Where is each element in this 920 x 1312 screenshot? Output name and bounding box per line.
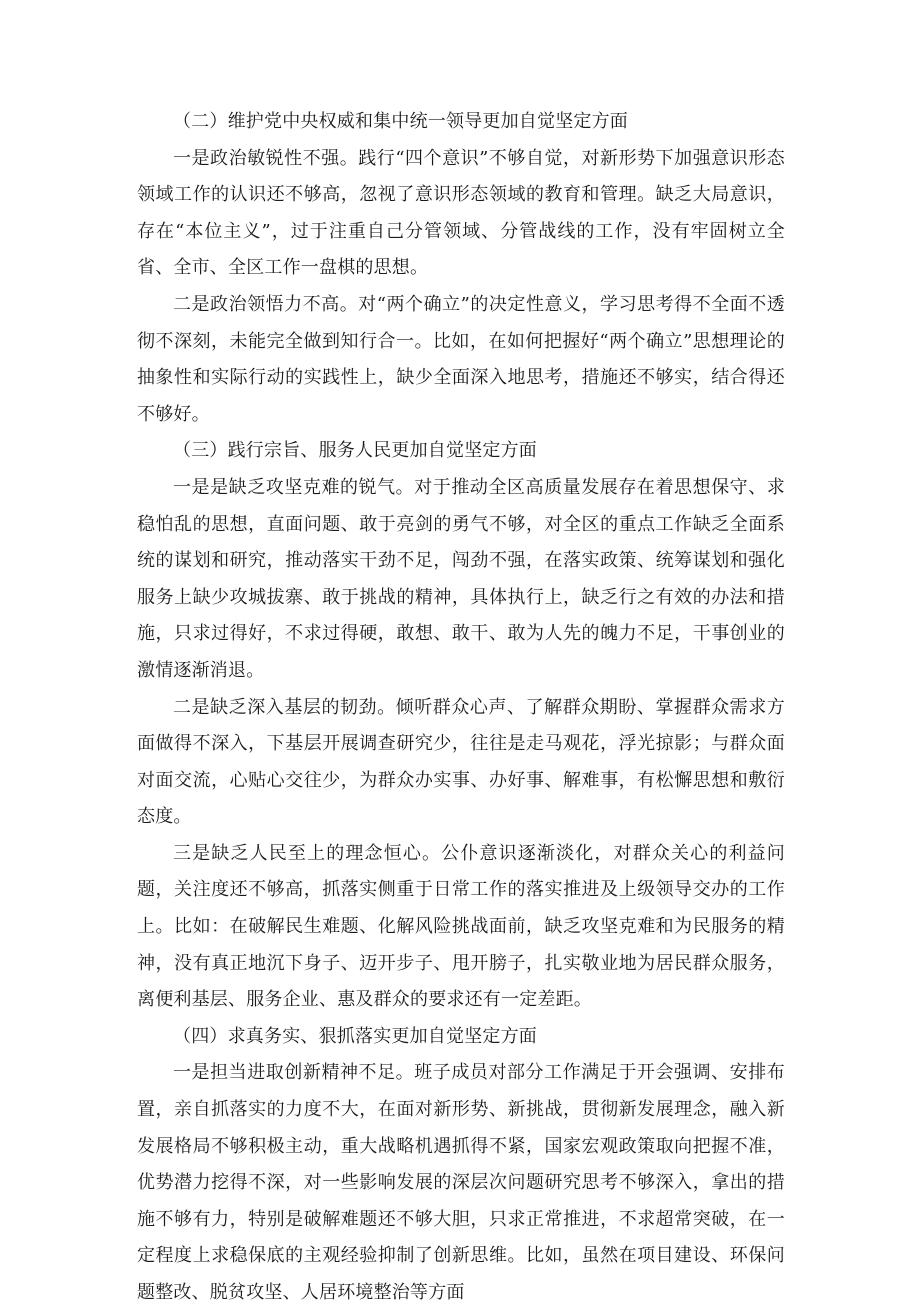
- section-4: [137, 1019, 785, 1312]
- paragraph: 一是政治敏锐性不强。践行“四个意识”不够自觉，对新形势下加强意识形态领域工作的认识还不够高，忽视了意识形态领域的教育和管理。缺乏大局意识，存在“本位主义”，过于注重自己分管领域、分管战线的工作，没有牢固树立全省、全市、全区工作一盘棋的思想。: [137, 147, 785, 279]
- section-heading: （二）维护党中央权威和集中统一领导更加自觉坚定方面: [173, 111, 628, 132]
- paragraph: 二是政治领悟力不高。对“两个确立”的决定性意义，学习思考得不全面不透彻不深刻，未能完全做到知行合一。比如，在如何把握好“两个确立”思想理论的抽象性和实际行动的实践性上，缺少全面深入地思考，措施还不够实，结合得还不够好。: [137, 293, 785, 425]
- paragraph: 二是缺乏深入基层的韧劲。倾听群众心声、了解群众期盼、掌握群众需求方面做得不深入，下基层开展调查研究少，往往是走马观花，浮光掠影；与群众面对面交流，心贴心交往少，为群众办实事、办好事、解难事，有松懈思想和敷衍态度。: [137, 696, 785, 828]
- section-3: [137, 433, 785, 1019]
- paragraph: 一是担当进取创新精神不足。班子成员对部分工作满足于开会强调、安排布置，亲自抓落实的力度不大，在面对新形势、新挑战，贯彻新发展理念，融入新发展格局不够积极主动，重大战略机遇抓得不紧，国家宏观政策取向把握不准，优势潜力挖得不深，对一些影响发展的深层次问题研究思考不够深入，拿出的措施不够有力，特别是破解难题还不够大胆，只求正常推进，不求超常突破，在一定程度上求稳保底的主观经验抑制了创新思维。比如，虽然在项目建设、环保问题整改、脱贫攻坚、人居环境整治等方面: [137, 1062, 785, 1303]
- paragraph: 一是是缺乏攻坚克难的锐气。对于推动全区高质量发展存在着思想保守、求稳怕乱的思想，直面问题、敢于亮剑的勇气不够，对全区的重点工作缺乏全面系统的谋划和研究，推动落实干劲不足，闯劲不强，在落实政策、统筹谋划和强化服务上缺少攻城拔寨、敢于挑战的精神，具体执行上，缺乏行之有效的办法和措施，只求过得好，不求过得硬，敢想、敢干、敢为人先的魄力不足，干事创业的激情逐渐消退。: [137, 476, 785, 681]
- section-2: [137, 104, 785, 433]
- document-page: [137, 104, 785, 1312]
- section-heading: （三）践行宗旨、服务人民更加自觉坚定方面: [173, 440, 537, 462]
- section-heading: （四）求真务实、狠抓落实更加自觉坚定方面: [173, 1025, 537, 1047]
- paragraph: 三是缺乏人民至上的理念恒心。公仆意识逐渐淡化，对群众关心的利益问题，关注度还不够高，抓落实侧重于日常工作的落实推进及上级领导交办的工作上。比如：在破解民生难题、化解风险挑战面前，缺乏攻坚克难和为民服务的精神，没有真正地沉下身子、迈开步子、甩开膀子，扎实敬业地为居民群众服务，离便利基层、服务企业、惠及群众的要求还有一定差距。: [137, 842, 785, 1011]
